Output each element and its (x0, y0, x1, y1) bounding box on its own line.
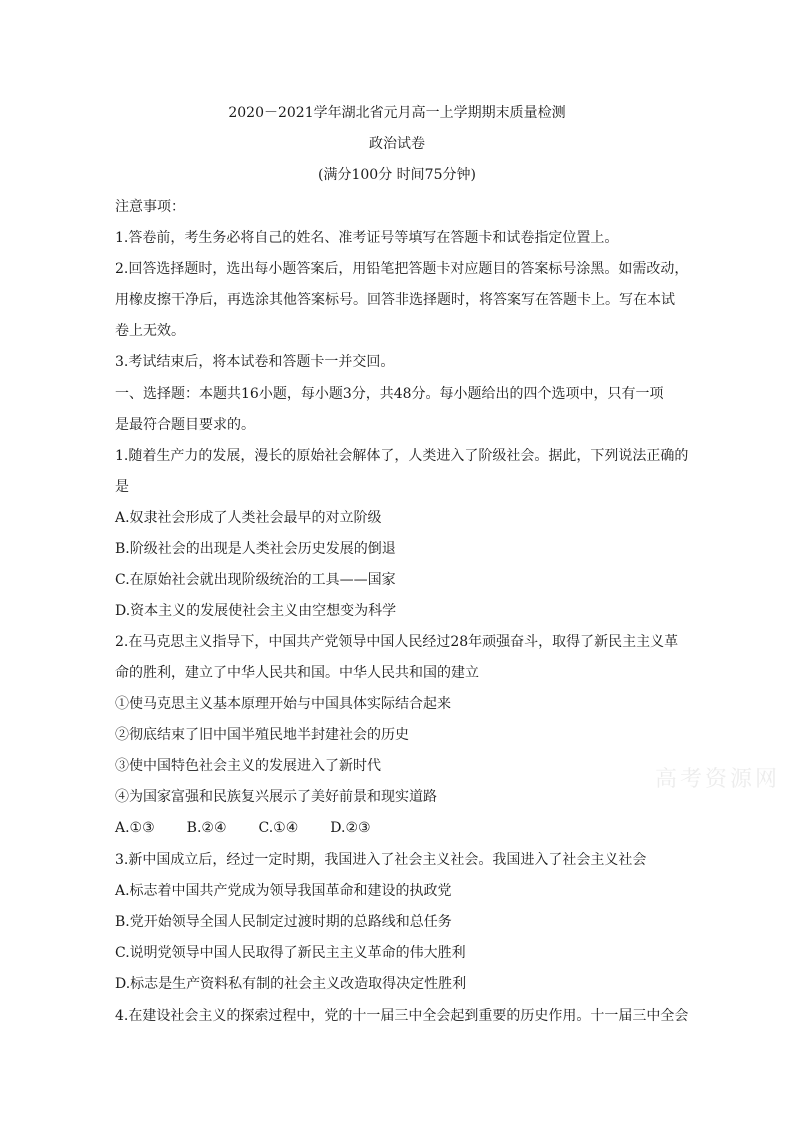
watermark: 高考资源网 (655, 767, 781, 792)
question-stem: 4.在建设社会主义的探索过程中，党的十一届三中全会起到重要的历史作用。十一届三中全会 (115, 1008, 689, 1024)
note-line: 1.答卷前，考生务必将自己的姓名、准考证号等填写在答题卡和试卷指定位置上。 (115, 230, 619, 246)
statement-item: ②彻底结束了旧中国半殖民地半封建社会的历史 (115, 727, 409, 743)
section-heading: 是最符合题目要求的。 (115, 417, 255, 433)
exam-title: 2020－2021学年湖北省元月高一上学期期末质量检测 (228, 105, 566, 121)
section-heading: 一、选择题：本题共16小题，每小题3分，共48分。每小题给出的四个选项中，只有一项 (115, 386, 664, 402)
option-c: C.在原始社会就出现阶级统治的工具——国家 (115, 572, 396, 588)
option-c: C.说明党领导中国人民取得了新民主主义革命的伟大胜利 (115, 945, 466, 961)
question-stem: 1.随着生产力的发展，漫长的原始社会解体了，人类进入了阶级社会。据此，下列说法正确的 (115, 448, 689, 464)
option-b: B.阶级社会的出现是人类社会历史发展的倒退 (115, 541, 396, 557)
option-a: A.奴隶社会形成了人类社会最早的对立阶级 (115, 510, 382, 526)
question-stem: 命的胜利，建立了中华人民共和国。中华人民共和国的建立 (115, 665, 479, 681)
choice-d: D.②③ (330, 820, 371, 836)
statement-item: ③使中国特色社会主义的发展进入了新时代 (115, 758, 381, 774)
choice-c: C.①④ (258, 820, 299, 836)
note-line: 卷上无效。 (115, 323, 185, 339)
choice-row (115, 818, 685, 838)
choice-a: A.①③ (115, 820, 155, 836)
statement-item: ④为国家富强和民族复兴展示了美好前景和现实道路 (115, 789, 437, 805)
question-stem: 3.新中国成立后，经过一定时期，我国进入了社会主义社会。我国进入了社会主义社会 (115, 852, 647, 868)
note-line: 2.回答选择题时，选出每小题答案后，用铅笔把答题卡对应题目的答案标号涂黑。如需改动， (115, 261, 689, 277)
statement-item: ①使马克思主义基本原理开始与中国具体实际结合起来 (115, 696, 451, 712)
exam-subject: 政治试卷 (369, 136, 425, 152)
option-d: D.资本主义的发展使社会主义由空想变为科学 (115, 603, 397, 619)
question-stem: 是 (115, 479, 129, 495)
choice-b: B.②④ (186, 820, 227, 836)
note-line: 3.考试结束后，将本试卷和答题卡一并交回。 (115, 354, 395, 370)
option-b: B.党开始领导全国人民制定过渡时期的总路线和总任务 (115, 914, 452, 930)
question-stem: 2.在马克思主义指导下，中国共产党领导中国人民经过28年顽强奋斗，取得了新民主主义革 (115, 634, 679, 650)
option-a: A.标志着中国共产党成为领导我国革命和建设的执政党 (115, 883, 452, 899)
notes-heading: 注意事项： (115, 199, 185, 215)
note-line: 用橡皮擦干净后，再选涂其他答案标号。回答非选择题时，将答案写在答题卡上。写在本试 (115, 292, 675, 308)
option-d: D.标志是生产资料私有制的社会主义改造取得决定性胜利 (115, 976, 467, 992)
exam-meta: (满分100分 时间75分钟) (318, 167, 476, 183)
